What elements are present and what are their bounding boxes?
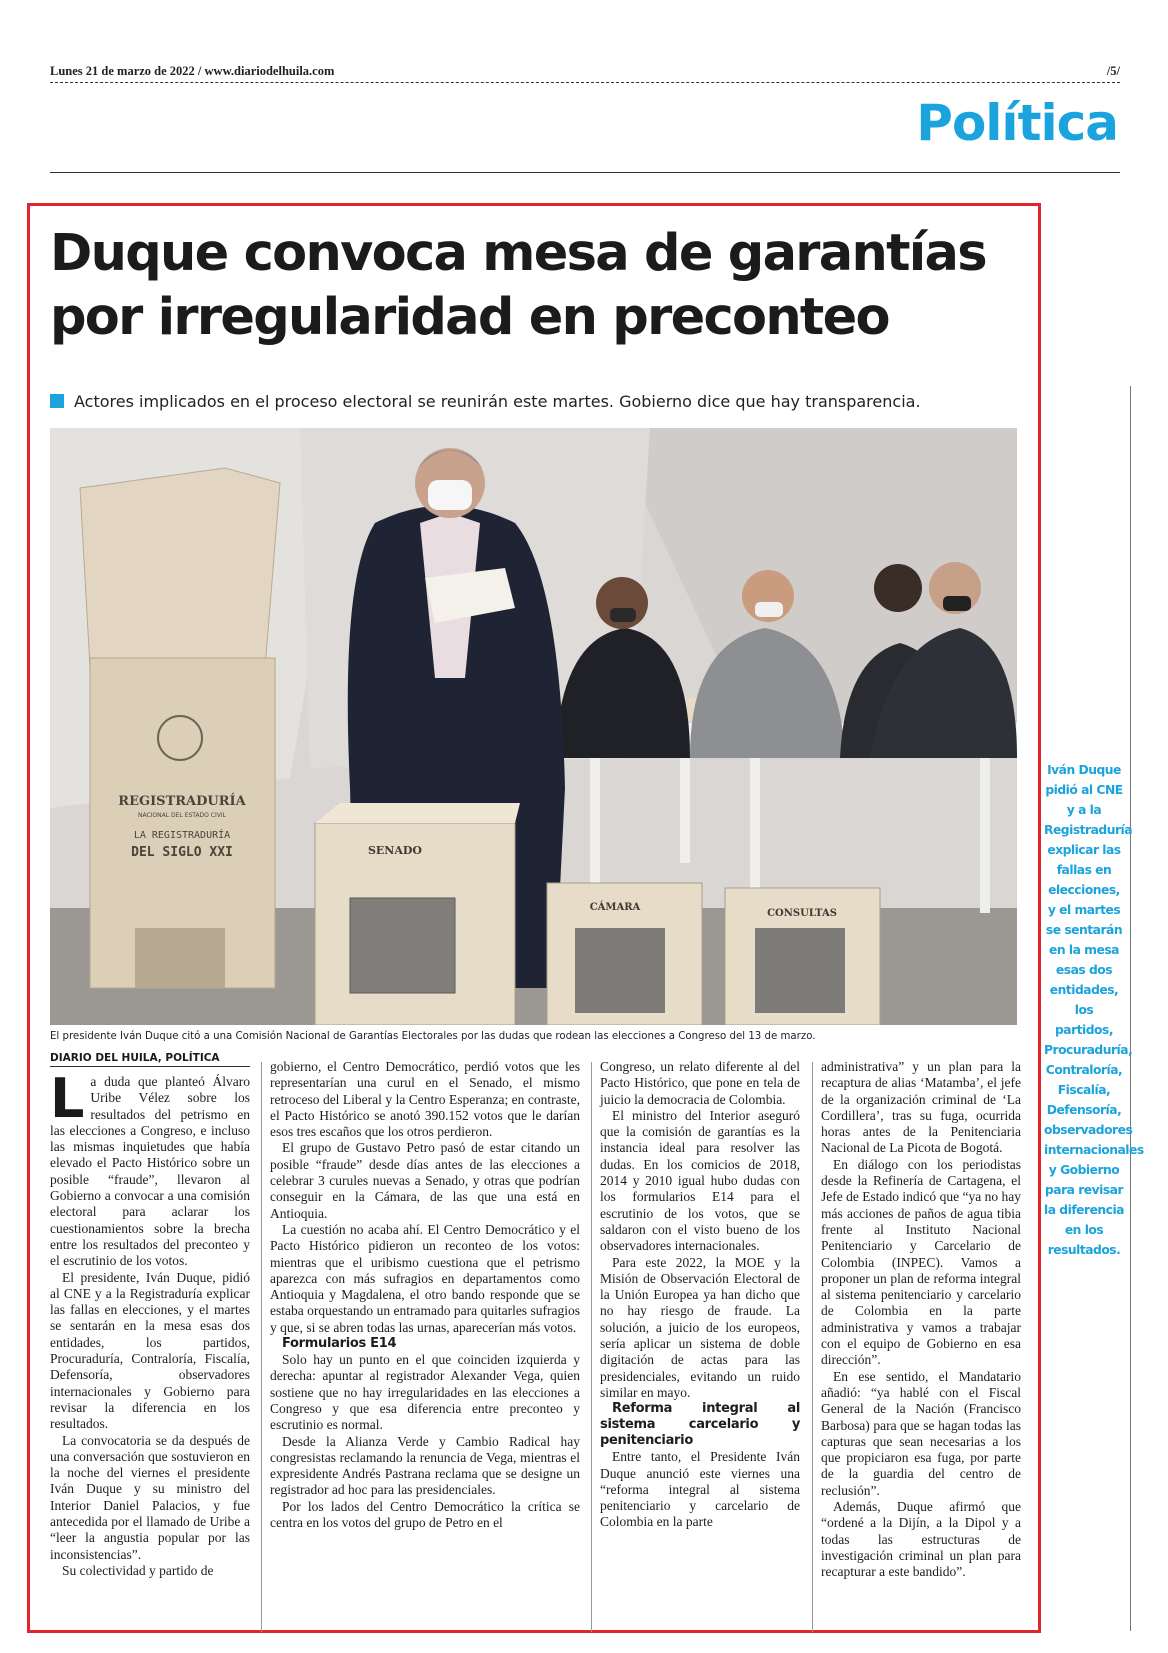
col2-p3: La cuestión no acaba ahí. El Centro Democrático y el Pacto Histórico pidieron un reconteo de los votos: mientras que el uribismo cuestiona que el petrismo aparezca con más sufragios en departamentos como Antioquia y Magdalena, el otro bando responde que se estaba orquestando un entramado para quitarles sufragios y que, si se abren todas las urnas, aparecerían más votos. [270,1221,580,1335]
paragraph [50,1067,250,1270]
col3-p1: Congreso, un relato diferente al del Pacto Histórico, que pone en tela de juicio la democracia de Colombia. [600,1059,800,1107]
col4-p3: En ese sentido, el Mandatario añadió: “ya hablé con el Fiscal General de la Nación (Francisco Barbosa) para que se hagan todas las capturas que sean necesarias a los que propiciaron esa fuga, por parte de la guardia del centro de reclusión”. [821,1368,1021,1498]
bullet-square-icon [50,394,64,408]
sidebar-divider [1130,386,1131,1631]
col2-p4: Solo hay un punto en el que coinciden izquierda y derecha: apuntar al registrador Alexander Vega, quien sostiene que no hay irregularidades en las elecciones a Congreso y que esa diferencia entre preconteo y escrutinio es normal. [270,1352,580,1433]
col1-p1: a duda que planteó Álvaro Uribe Vélez sobre los resultados del petrismo en las elecciones a Congreso, e incluso las mismas inquietudes que había elevado el Pacto Histórico sobre un posible “fraude”, llevaron al Gobierno a convocar a una comisión electoral para aclarar los cuestionamientos sobre la brecha entre los resultados del preconteo y el escrutinio de los votos. [50,1074,250,1269]
subhead-text: Actores implicados en el proceso electoral se reunirán este martes. Gobierno dice que hay transparencia. [74,392,921,411]
booth-slogan-2: DEL SIGLO XXI [131,845,233,860]
col1-p3: La convocatoria se da después de una conversación que sostuvieron en la noche del viernes el presidente Iván Duque y su ministro del Interior Daniel Palacios, y fue antecedida por el llamado de Uribe a “leer la angustia popular por las inconsistencias”. [50,1432,250,1562]
booth-org: REGISTRADURÍA [118,794,246,809]
column-divider [812,1062,813,1632]
box-consultas-label: CONSULTAS [767,908,837,919]
col3-p4: Entre tanto, el Presidente Iván Duque anunció este viernes una “reforma integral al sistema penitenciario y carcelario de Colombia en la parte [600,1449,800,1530]
booth-sub: NACIONAL DEL ESTADO CIVIL [137,812,227,819]
section-title: Política [916,94,1118,152]
col4-p4: Además, Duque afirmó que “ordené a la Dijín, a la Dipol y a todas las estructuras de investigación criminal un plan para recapturar a este bandido”. [821,1499,1021,1580]
dropcap: L [50,1067,85,1130]
column-1 [50,1067,250,1579]
column-4 [821,1059,1021,1581]
column-divider [591,1062,592,1632]
col1-p4: Su colectividad y partido de [62,1562,214,1578]
column-divider [261,1062,262,1632]
col4-p2: En diálogo con los periodistas desde la Refinería de Cartagena, el Jefe de Estado indicó que “ya no hay más acciones de paños de agua tibia frente al Instituto Nacional Penitenciario y Carcelario de Colombia (INPEC). Vamos a proponer un plan de reforma integral al sistema penitenciario y carcelario de Colombia en la parte administrativa y vamos a trabajar con el equipo de Gobierno en esa dirección”. [821,1156,1021,1368]
headline-line-1: Duque convoca mesa de garantías [50,224,986,283]
booth-slogan-1: LA REGISTRADURÍA [133,830,231,841]
subtitle-reforma: Reforma integral al sistema carcelario y penitenciario [600,1401,800,1449]
header-divider [50,82,1120,83]
page-header [50,64,1120,79]
col1-p2: El presidente, Iván Duque, pidió al CNE y a la Registraduría explicar las fallas en elecciones, y el martes se sentarán en la mesa esas dos entidades, los partidos, Procuraduría, Contraloría, Fiscalía, Defensoría, observadores internacionales y Gobierno para revisar la diferencia en los resultados. [50,1269,250,1432]
col3-p2: El ministro del Interior aseguró que la comisión de garantías es la instancia ideal para resolver las dudas. En los comicios de 2018, 2014 y 2010 igual hubo dudas con los formularios E14 para el escrutinio de los votos, que se saldaron con el visto bueno de los observadores internacionales. [600,1107,800,1254]
headline [50,222,1130,350]
byline: DIARIO DEL HUILA, POLÍTICA [50,1052,250,1067]
article-photo [50,428,1017,1025]
subtitle-formularios: Formularios E14 [282,1336,397,1352]
box-camara-label: CÁMARA [589,902,641,913]
headline-line-2: por irregularidad en preconteo [50,288,889,347]
col2-p5: Desde la Alianza Verde y Cambio Radical hay congresistas reclamando la renuncia de Vega, mientras el expresidente Andrés Pastrana reclama que se designe un registrador ad hoc para las presidenciales. [270,1433,580,1498]
col2-p6: Por los lados del Centro Democrático la crítica se centra en los votos del grupo de Petro en el [270,1498,580,1531]
photo-caption: El presidente Iván Duque citó a una Comisión Nacional de Garantías Electorales por las dudas que rodean las elecciones a Congreso del 13 de marzo. [50,1031,816,1042]
page-number: /5/ [1106,64,1120,78]
col4-p1: administrativa” y un plan para la recaptura de alias ‘Matamba’, el jefe de la organización criminal de ‘La Cordillera’, tras su fuga, ocurrida horas antes de la Penitenciaria Nacional de La Picota de Bogotá. [821,1059,1021,1156]
photo-illustration [50,428,1017,1025]
pull-quote: Iván Duque pidió al CNE y a la Registraduría explicar las fallas en elecciones, y el martes se sentarán en la mesa esas dos entidades, los partidos, Procuraduría, Contraloría, Fiscalía, Defensoría, observadores internacionales y Gobierno para revisar la diferencia en los resultados. [1044,763,1144,1257]
subhead [50,392,1050,411]
column-2 [270,1059,580,1531]
section-divider [50,172,1120,173]
box-senado-label: SENADO [367,844,423,857]
column-3 [600,1059,800,1531]
col2-p1: gobierno, el Centro Democrático, perdió votos que les representarían una curul en el Senado, el mismo retroceso del Liberal y la Centro Esperanza; en contraste, el Pacto Histórico se anotó 390.152 votos que le darían esos tres escaños que los otros perdieron. [270,1059,580,1140]
col2-p2: El grupo de Gustavo Petro pasó de estar citando un posible “fraude” desde días antes de las elecciones a celebrar 3 curules nuevas a Senado, y otras que podrían conseguir en la Cámara, de las que una está en Antioquia. [270,1140,580,1221]
date-site: Lunes 21 de marzo de 2022 / www.diariodelhuila.com [50,64,335,78]
col3-p3: Para este 2022, la MOE y la Misión de Observación Electoral de la Unión Europea ya han dicho que no hay riesgo de fraude. La solución, a juicio de los europeos, sería aplicar un sistema de doble digitación de actas para las presidenciales, evitando un ruido similar en mayo. [600,1254,800,1400]
